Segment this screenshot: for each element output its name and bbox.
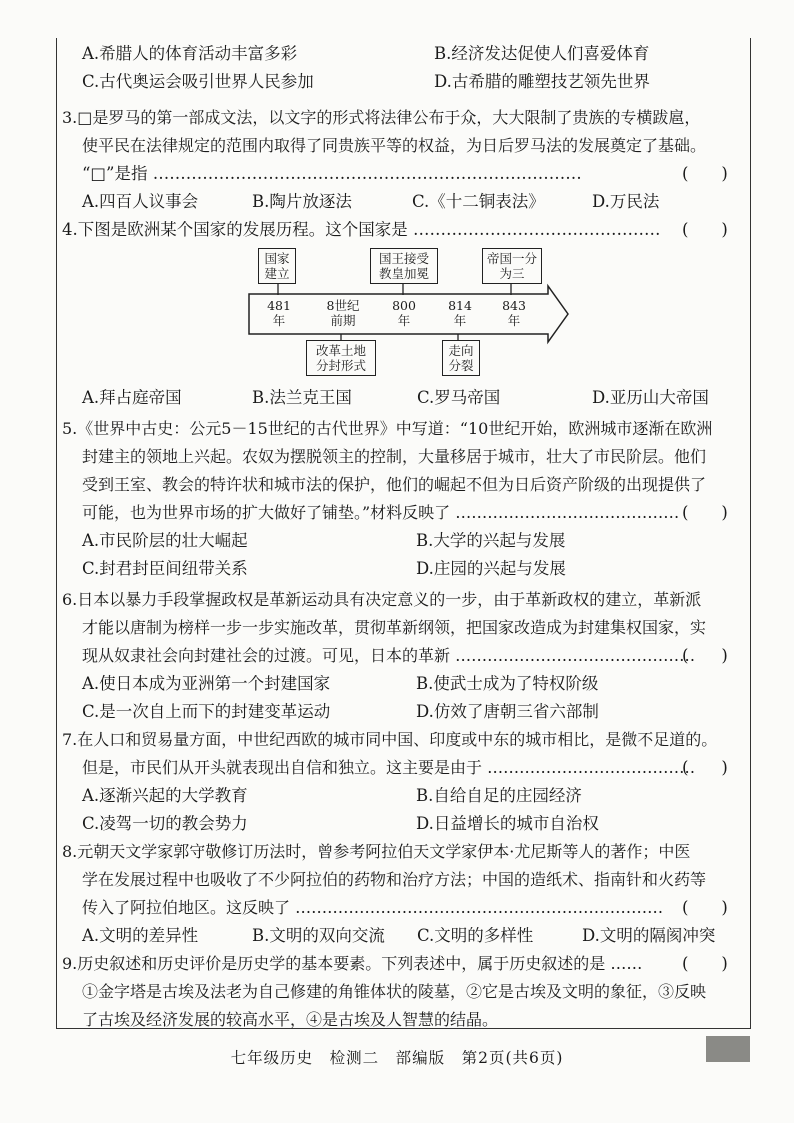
timeline-box-division: 走向分裂 [442,340,480,376]
q2-option-d[interactable]: D.古希腊的雕塑技艺领先世界 [434,72,650,91]
timeline-year-481: 481年 [267,298,291,328]
q5-stem-line4: 可能，也为世界市场的扩大做好了铺垫。”材料反映了 …………………………………… [82,503,680,522]
q6-option-c[interactable]: C.是一次自上而下的封建变革运动 [82,702,331,721]
q8-option-d[interactable]: D.文明的隔阂冲突 [582,926,716,945]
q6-stem-line3: 现从奴隶社会向封建社会的过渡。可见，日本的革新 ……………………………………… [82,646,696,665]
q5-stem-line3: 受到王室、教会的特许状和城市法的保护，他们的崛起不但为日后资产阶级的出现提供了 [82,475,707,494]
q6-stem-line1: 6.日本以暴力手段掌握政权是革新运动具有决定意义的一步，由于革新政权的建立，革新派 [62,590,702,609]
q4-option-d[interactable]: D.亚历山大帝国 [592,388,709,407]
q2-option-a[interactable]: A.希腊人的体育活动丰富多彩 [82,44,298,63]
timeline-year-843: 843年 [502,298,526,328]
q4-answer-paren[interactable]: ( ) [682,220,728,239]
q9-answer-paren[interactable]: ( ) [682,954,728,973]
q8-option-c[interactable]: C.文明的多样性 [417,926,534,945]
q8-stem-line3: 传入了阿拉伯地区。这反映了 …………………………………………………………… [82,898,664,917]
q5-stem-line2: 封建主的领地上兴起。农奴为摆脱领主的控制，大量移居于城市，壮大了市民阶层。他们 [82,447,707,466]
q6-option-d[interactable]: D.仿效了唐朝三省六部制 [416,702,599,721]
q5-option-a[interactable]: A.市民阶层的壮大崛起 [82,531,248,550]
timeline-box-founding: 国家建立 [258,248,296,284]
q3-stem-line1: 3.□是罗马的第一部成文法，以文字的形式将法律公布于众，大大限制了贵族的专横跋扈， [62,108,701,127]
q8-answer-paren[interactable]: ( ) [682,898,728,917]
timeline-year-8th-century: 8世纪前期 [326,298,360,328]
q3-answer-paren[interactable]: ( ) [682,164,728,183]
q7-option-d[interactable]: D.日益增长的城市自治权 [416,814,599,833]
timeline-year-800: 800年 [392,298,416,328]
q7-option-a[interactable]: A.逐渐兴起的大学教育 [82,786,248,805]
q7-stem-line2: 但是，市民们从开头就表现出自信和独立。这主要是由于 ………………………………… [82,758,696,777]
q3-option-c[interactable]: C.《十二铜表法》 [412,192,545,211]
q3-option-d[interactable]: D.万民法 [592,192,660,211]
q2-option-b[interactable]: B.经济发达促使人们喜爱体育 [434,44,650,63]
q5-option-c[interactable]: C.封君封臣间纽带关系 [82,559,248,578]
timeline-box-coronation: 国王接受教皇加冕 [370,248,438,284]
timeline-box-land-reform: 改革土地分封形式 [306,340,376,376]
q9-stem-line1: 9.历史叙述和历史评价是历史学的基本要素。下列表述中，属于历史叙述的是 …… [62,954,643,973]
q5-option-b[interactable]: B.大学的兴起与发展 [416,531,566,550]
q7-stem-line1: 7.在人口和贸易量方面，中世纪西欧的城市同中国、印度或中东的城市相比，是微不足道的。 [62,730,718,749]
q3-option-b[interactable]: B.陶片放逐法 [252,192,352,211]
q3-stem-line3: “□”是指 …………………………………………………………………… [82,164,582,183]
q3-option-a[interactable]: A.四百人议事会 [82,192,199,211]
q5-answer-paren[interactable]: ( ) [682,503,728,522]
q6-option-a[interactable]: A.使日本成为亚洲第一个封建国家 [82,674,331,693]
q8-option-b[interactable]: B.文明的双向交流 [252,926,385,945]
corner-stamp-mark [706,1036,750,1062]
timeline-box-split: 帝国一分为三 [482,248,542,284]
q6-option-b[interactable]: B.使武士成为了特权阶级 [416,674,599,693]
q3-stem-line2: 使平民在法律规定的范围内取得了同贵族平等的权益，为日后罗马法的发展奠定了基础。 [82,136,707,155]
q6-answer-paren[interactable]: ( ) [682,646,728,665]
q8-option-a[interactable]: A.文明的差异性 [82,926,199,945]
q5-stem-line1: 5.《世界中古史：公元5－15世纪的古代世界》中写道：“10世纪开始，欧洲城市逐渐在欧洲 [62,419,713,438]
q9-stem-line3: 了古埃及经济发展的较高水平，④是古埃及人智慧的结晶。 [82,1010,499,1029]
q5-option-d[interactable]: D.庄园的兴起与发展 [416,559,566,578]
page-footer: 七年级历史 检测二 部编版 第2页(共6页) [230,1049,564,1067]
q2-option-c[interactable]: C.古代奥运会吸引世界人民参加 [82,72,314,91]
q7-option-b[interactable]: B.自给自足的庄园经济 [416,786,582,805]
q8-stem-line2: 学在发展过程中也吸收了不少阿拉伯的药物和治疗方法；中国的造纸术、指南针和火药等 [82,870,707,889]
q4-stem: 4.下图是欧洲某个国家的发展历程。这个国家是 ……………………………………… [62,220,661,239]
q6-stem-line2: 才能以唐制为榜样一步一步实施改革，贯彻革新纲领，把国家改造成为封建集权国家，实 [82,618,707,637]
q7-option-c[interactable]: C.凌驾一切的教会势力 [82,814,248,833]
q9-stem-line2: ①金字塔是古埃及法老为自己修建的角锥体状的陵墓，②它是古埃及文明的象征，③反映 [82,982,707,1001]
timeline-diagram [248,248,578,380]
q8-stem-line1: 8.元朝天文学家郭守敬修订历法时，曾参考阿拉伯天文学家伊本·尤尼斯等人的著作；中医 [62,842,691,861]
timeline-year-814: 814年 [448,298,472,328]
q4-option-a[interactable]: A.拜占庭帝国 [82,388,182,407]
q7-answer-paren[interactable]: ( ) [682,758,728,777]
q4-option-c[interactable]: C.罗马帝国 [417,388,501,407]
q4-option-b[interactable]: B.法兰克王国 [252,388,352,407]
